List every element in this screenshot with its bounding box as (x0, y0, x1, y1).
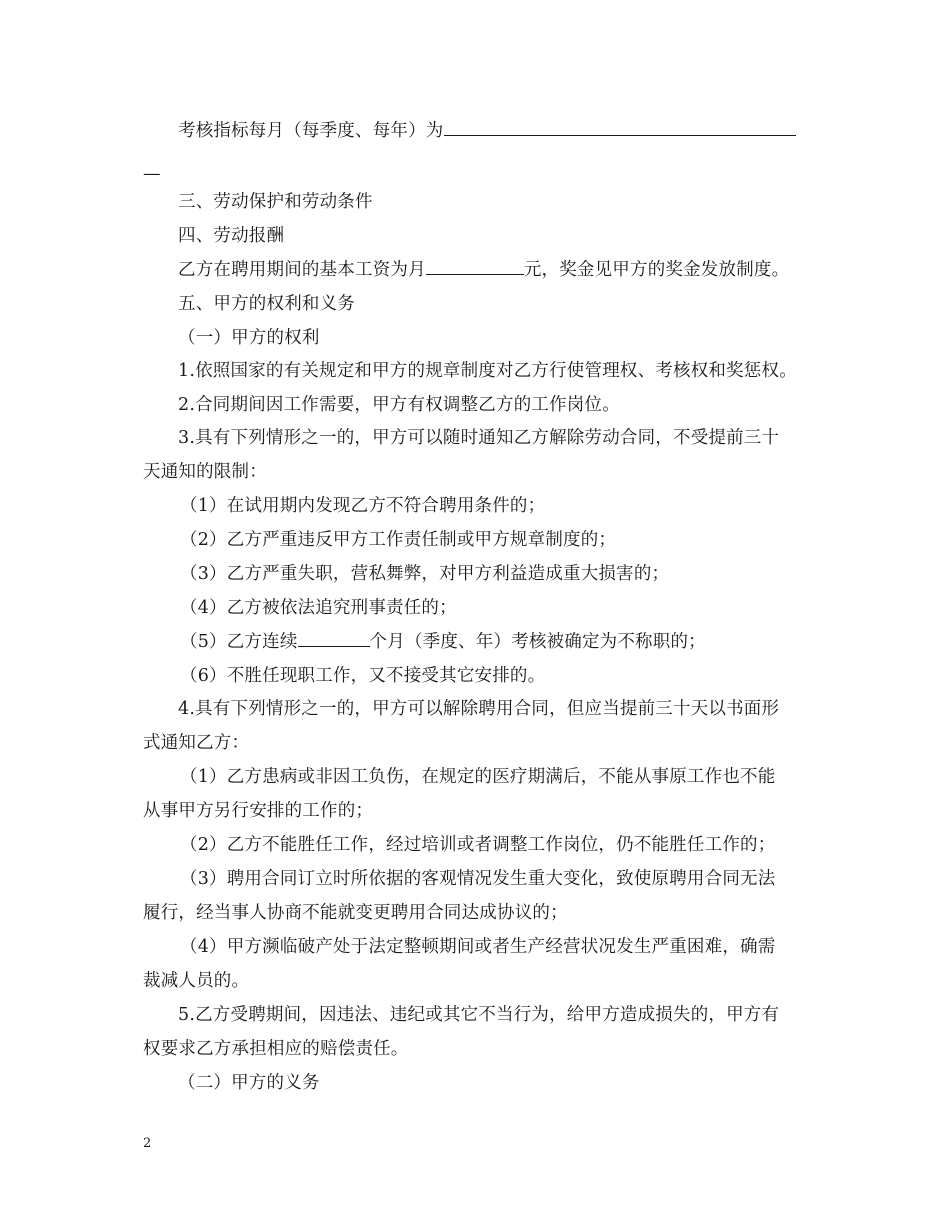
text-line: 式通知乙方： (143, 733, 250, 753)
subsection-heading: （一）甲方的权利 (178, 328, 320, 348)
line-text: 元，奖金见甲方的奖金发放制度。 (523, 260, 790, 280)
list-item: （1）乙方患病或非因工负伤，在规定的医疗期满后，不能从事原工作也不能 (180, 767, 776, 787)
text-line: 裁减人员的。 (143, 971, 250, 991)
line-text: 考核指标每月（每季度、每年）为 (178, 121, 444, 141)
text-line: 权要求乙方承担相应的赔偿责任。 (143, 1039, 409, 1059)
section-heading: 三、劳动保护和劳动条件 (178, 192, 373, 212)
list-item: （6）不胜任现职工作，又不接受其它安排的。 (180, 666, 546, 686)
text-line: 3.具有下列情形之一的，甲方可以随时通知乙方解除劳动合同，不受提前三十 (178, 428, 780, 448)
text-line: 1.依照国家的有关规定和甲方的规章制度对乙方行使管理权、考核权和奖惩权。 (178, 361, 797, 381)
fill-in-blank (298, 628, 370, 647)
list-item: （3）聘用合同订立时所依据的客观情况发生重大变化，致使原聘用合同无法 (180, 869, 776, 889)
text-line: 天通知的限制： (143, 462, 267, 482)
subsection-heading: （二）甲方的义务 (178, 1073, 320, 1093)
text-line (178, 114, 796, 148)
list-item: （1）在试用期内发现乙方不符合聘用条件的； (180, 496, 546, 516)
text-line (178, 253, 789, 287)
text-line: — (143, 164, 161, 184)
list-item: （4）乙方被依法追究刑事责任的； (180, 598, 457, 618)
text-line: 4.具有下列情形之一的，甲方可以解除聘用合同，但应当提前三十天以书面形 (178, 699, 780, 719)
list-item: （2）乙方严重违反甲方工作责任制或甲方规章制度的； (180, 530, 617, 550)
list-item (180, 625, 706, 659)
text-line: 从事甲方另行安排的工作的； (143, 801, 374, 821)
line-text: （5）乙方连续 (180, 632, 298, 652)
fill-in-blank (426, 256, 524, 275)
line-text: 个月（季度、年）考核被确定为不称职的； (369, 632, 706, 652)
section-heading: 四、劳动报酬 (178, 226, 285, 246)
fill-in-blank (444, 117, 796, 136)
page-number: 2 (143, 1136, 152, 1151)
line-text: 乙方在聘用期间的基本工资为月 (178, 260, 426, 280)
text-line: 2.合同期间因工作需要，甲方有权调整乙方的工作岗位。 (178, 395, 620, 415)
text-line: 5.乙方受聘期间，因违法、违纪或其它不当行为，给甲方造成损失的，甲方有 (178, 1005, 780, 1025)
list-item: （2）乙方不能胜任工作，经过培训或者调整工作岗位，仍不能胜任工作的； (180, 835, 776, 855)
list-item: （3）乙方严重失职，营私舞弊，对甲方利益造成重大损害的； (180, 564, 670, 584)
section-heading: 五、甲方的权利和义务 (178, 294, 355, 314)
text-line: 履行，经当事人协商不能就变更聘用合同达成协议的； (143, 903, 568, 923)
list-item: （4）甲方濒临破产处于法定整顿期间或者生产经营状况发生严重困难，确需 (180, 937, 776, 957)
